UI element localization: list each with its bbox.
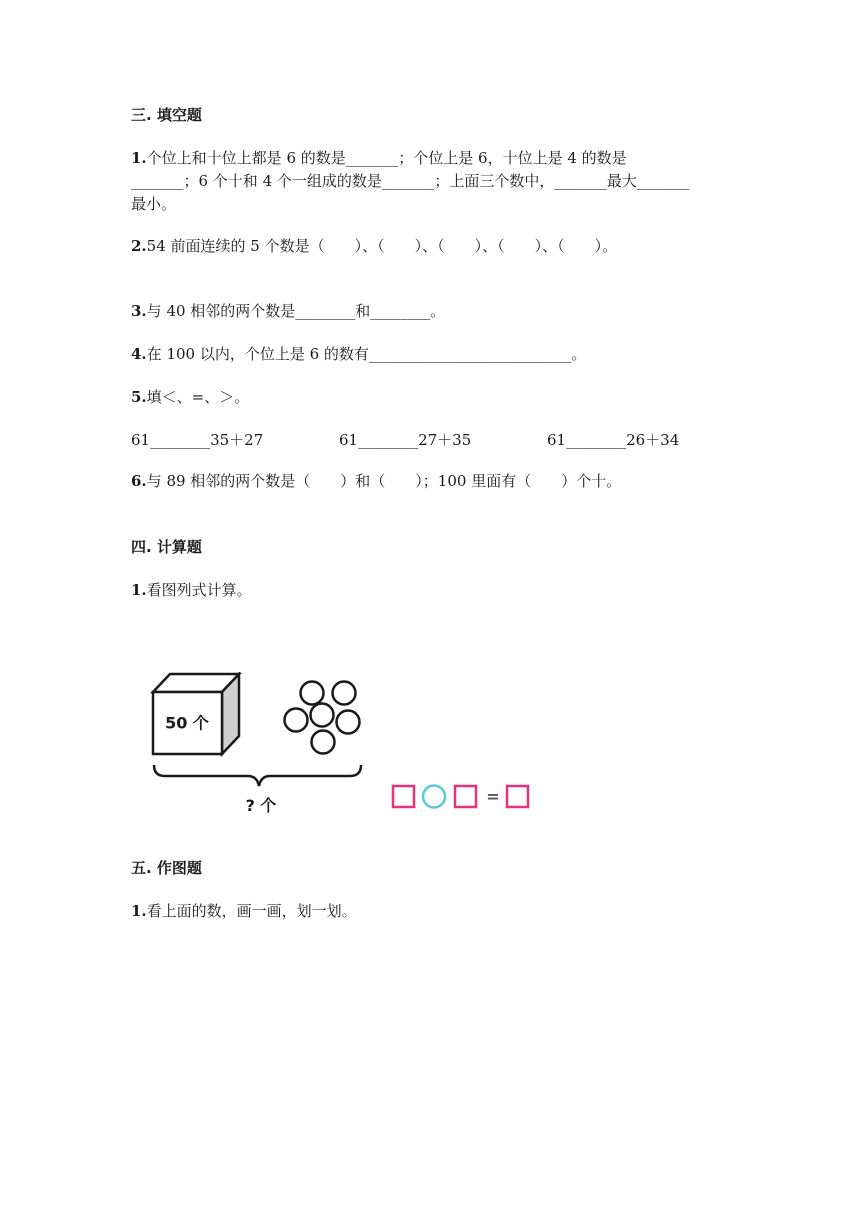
comparison-item: 61________26＋34	[547, 431, 680, 449]
cube-icon	[153, 674, 239, 754]
question-1-calc	[131, 579, 711, 602]
question-4-fill-in	[131, 343, 711, 366]
question-number: 3.	[131, 302, 147, 320]
question-number: 6.	[131, 472, 147, 490]
operator-circle-icon[interactable]	[423, 786, 445, 808]
circle-icon	[311, 704, 334, 727]
question-number: 1.	[131, 581, 147, 599]
question-1-drawing	[131, 900, 711, 923]
question-3-fill-in	[131, 300, 711, 323]
question-2-fill-in	[131, 235, 711, 258]
comparison-item: 61________27＋35	[339, 431, 472, 449]
circle-icon	[333, 682, 356, 705]
question-text: 在 100 以内，个位上是 6 的数有___________________________。	[146, 345, 587, 363]
answer-square-icon[interactable]	[455, 786, 476, 807]
question-text: 看上面的数，画一画，划一划。	[146, 902, 357, 920]
question-number: 4.	[131, 345, 147, 363]
question-text: 与 40 相邻的两个数是________和________。	[146, 302, 446, 320]
question-number: 2.	[131, 237, 147, 255]
circle-group	[285, 682, 360, 754]
circle-icon	[312, 731, 335, 754]
answer-square-icon[interactable]	[393, 786, 414, 807]
question-text: 与 89 相邻的两个数是（ ）和（ ）；100 里面有（ ）个十。	[146, 472, 622, 490]
comparison-row	[131, 429, 731, 453]
circle-icon	[337, 711, 360, 734]
equals-sign: =	[486, 787, 500, 806]
comparison-item: 61________35＋27	[131, 431, 264, 449]
brace-icon	[154, 765, 361, 786]
section-heading-calc: 四. 计算题	[131, 538, 202, 556]
question-6-fill-in	[131, 470, 691, 493]
box-label: 50 个	[165, 713, 209, 733]
brace-label: ? 个	[245, 796, 277, 815]
math-figure	[145, 672, 545, 822]
section-heading-drawing: 五. 作图题	[131, 859, 202, 877]
section-heading-fill-in: 三. 填空题	[131, 106, 202, 124]
question-5-fill-in	[131, 386, 711, 409]
circle-icon	[301, 682, 324, 705]
answer-square-icon[interactable]	[507, 786, 528, 807]
question-number: 1.	[131, 902, 147, 920]
question-text: 看图列式计算。	[146, 581, 252, 599]
question-number: 1.	[131, 149, 147, 167]
question-number: 5.	[131, 388, 147, 406]
question-text: 54 前面连续的 5 个数是（ ）、（ ）、（ ）、（ ）、（ ）。	[146, 237, 618, 255]
question-text: 填＜、=、＞。	[146, 388, 250, 406]
question-text: 个位上和十位上都是 6 的数是_______；个位上是 6，十位上是 4 的数是_______；6 个十和 4 个一组成的数是_______；上面三个数中，_______最大_______最小。	[131, 149, 690, 213]
circle-icon	[285, 709, 308, 732]
question-1-fill-in	[131, 147, 691, 216]
